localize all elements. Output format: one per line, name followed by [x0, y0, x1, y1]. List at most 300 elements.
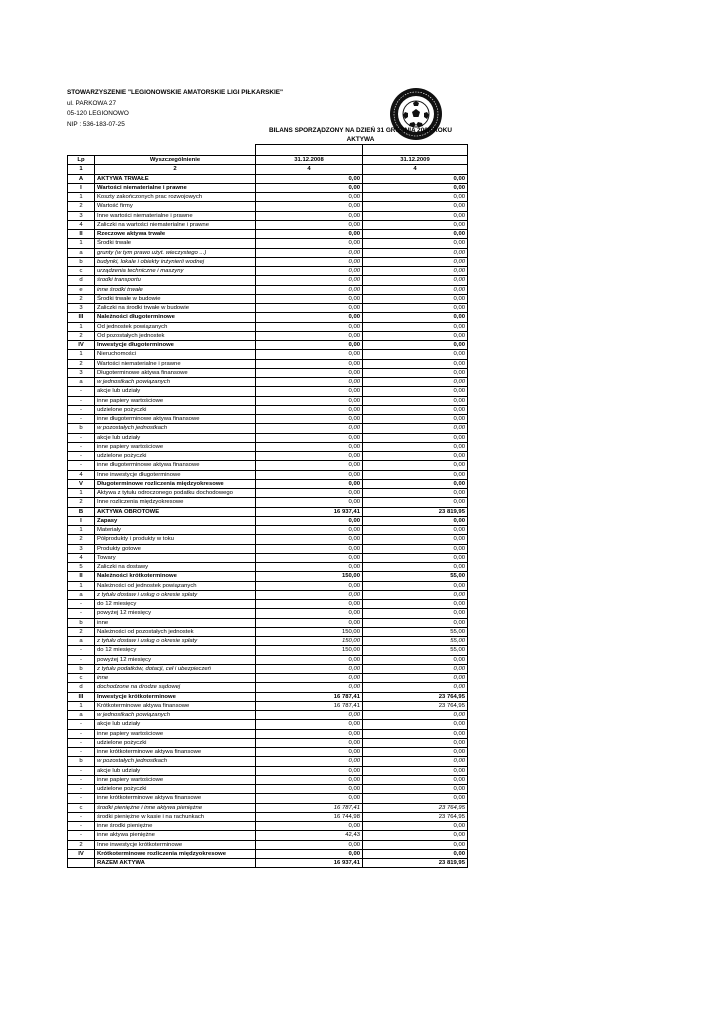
row-lp: III: [68, 692, 95, 701]
row-lp: 5: [68, 563, 95, 572]
row-description: Od jednostek powiązanych: [95, 322, 256, 331]
table-row: [68, 452, 468, 461]
row-lp: 2: [68, 627, 95, 636]
row-value-2009: 0,00: [363, 322, 468, 331]
row-description: w pozostałych jednostkach: [95, 424, 256, 433]
row-description: Wartości niematerialne i prawne: [95, 359, 256, 368]
row-lp: -: [68, 748, 95, 757]
row-lp: -: [68, 405, 95, 414]
row-value-2009: 0,00: [363, 285, 468, 294]
row-lp: -: [68, 822, 95, 831]
row-value-2009: 0,00: [363, 183, 468, 192]
table-row: [68, 775, 468, 784]
row-value-2008: 0,00: [256, 674, 363, 683]
row-description: Od pozostałych jednostek: [95, 331, 256, 340]
row-description: Inne rozliczenia międzyokresowe: [95, 498, 256, 507]
row-value-2008: 0,00: [256, 257, 363, 266]
table-row: [68, 350, 468, 359]
row-lp: c: [68, 674, 95, 683]
row-value-2009: 0,00: [363, 748, 468, 757]
row-description: w jednostkach powiązanych: [95, 378, 256, 387]
table-row: [68, 479, 468, 488]
row-value-2009: 23 819,95: [363, 507, 468, 516]
row-value-2009: 0,00: [363, 387, 468, 396]
row-description: Krótkoterminowe aktywa finansowe: [95, 701, 256, 710]
row-value-2009: 0,00: [363, 849, 468, 858]
table-row: [68, 267, 468, 276]
row-description: akcje lub udziały: [95, 387, 256, 396]
row-value-2008: 0,00: [256, 535, 363, 544]
row-description: inne papiery wartościowe: [95, 442, 256, 451]
row-description: Materiały: [95, 526, 256, 535]
table-row: [68, 220, 468, 229]
column-number: 2: [95, 165, 256, 174]
table-row: [68, 526, 468, 535]
table-row: [68, 387, 468, 396]
row-lp: a: [68, 378, 95, 387]
table-row: [68, 405, 468, 414]
table-row: [68, 720, 468, 729]
table-row: [68, 563, 468, 572]
company-header: [67, 88, 283, 130]
table-row: [68, 572, 468, 581]
row-lp: c: [68, 803, 95, 812]
row-lp: d: [68, 276, 95, 285]
row-value-2008: 150,00: [256, 646, 363, 655]
table-row: [68, 331, 468, 340]
row-value-2009: 0,00: [363, 711, 468, 720]
row-description: Długoterminowe aktywa finansowe: [95, 368, 256, 377]
row-lp: 1: [68, 489, 95, 498]
row-value-2009: 23 764,95: [363, 701, 468, 710]
row-description: inne długoterminowe aktywa finansowe: [95, 461, 256, 470]
row-value-2008: 0,00: [256, 424, 363, 433]
row-value-2009: 0,00: [363, 498, 468, 507]
row-value-2008: 42,43: [256, 831, 363, 840]
row-lp: [68, 859, 95, 868]
row-value-2008: 0,00: [256, 553, 363, 562]
row-description: Aktywa z tytułu odroczonego podatku dochodowego: [95, 489, 256, 498]
row-description: w jednostkach powiązanych: [95, 711, 256, 720]
row-lp: II: [68, 572, 95, 581]
row-description: Inne inwestycje długoterminowe: [95, 470, 256, 479]
row-lp: 3: [68, 368, 95, 377]
row-value-2008: 0,00: [256, 433, 363, 442]
row-lp: 2: [68, 331, 95, 340]
table-row: [68, 794, 468, 803]
row-value-2008: 0,00: [256, 840, 363, 849]
row-lp: -: [68, 720, 95, 729]
row-description: inne papiery wartościowe: [95, 396, 256, 405]
row-lp: -: [68, 655, 95, 664]
table-row: [68, 803, 468, 812]
column-number: 1: [68, 165, 95, 174]
row-value-2009: 0,00: [363, 396, 468, 405]
row-description: Zaliczki na środki trwałe w budowie: [95, 304, 256, 313]
row-value-2008: 0,00: [256, 294, 363, 303]
table-row: [68, 859, 468, 868]
table-row: [68, 590, 468, 599]
table-row: [68, 701, 468, 710]
row-description: Należności długoterminowe: [95, 313, 256, 322]
row-description: akcje lub udziały: [95, 766, 256, 775]
row-lp: -: [68, 452, 95, 461]
table-row: [68, 202, 468, 211]
table-row: [68, 322, 468, 331]
row-description: udzielone pożyczki: [95, 452, 256, 461]
row-lp: 3: [68, 544, 95, 553]
row-value-2009: 0,00: [363, 248, 468, 257]
row-value-2009: 0,00: [363, 535, 468, 544]
balance-sheet-table: [67, 144, 468, 868]
row-lp: B: [68, 507, 95, 516]
row-lp: a: [68, 637, 95, 646]
row-lp: 2: [68, 294, 95, 303]
row-value-2008: 16 787,41: [256, 701, 363, 710]
table-row: [68, 822, 468, 831]
row-description: Produkty gotowe: [95, 544, 256, 553]
table-row: [68, 535, 468, 544]
row-value-2008: 0,00: [256, 683, 363, 692]
row-value-2009: 0,00: [363, 526, 468, 535]
table-row: [68, 849, 468, 858]
row-lp: b: [68, 664, 95, 673]
row-lp: -: [68, 831, 95, 840]
row-value-2009: 0,00: [363, 729, 468, 738]
row-lp: 1: [68, 526, 95, 535]
row-value-2009: 0,00: [363, 193, 468, 202]
row-value-2009: 0,00: [363, 674, 468, 683]
row-value-2009: 0,00: [363, 590, 468, 599]
row-description: akcje lub udziały: [95, 720, 256, 729]
row-value-2009: 0,00: [363, 618, 468, 627]
row-description: AKTYWA TRWAŁE: [95, 174, 256, 183]
row-value-2009: 0,00: [363, 341, 468, 350]
row-lp: -: [68, 433, 95, 442]
row-value-2008: 0,00: [256, 590, 363, 599]
table-row: [68, 507, 468, 516]
row-description: inne papiery wartościowe: [95, 775, 256, 784]
row-description: środki pieniężne i inne aktywa pieniężne: [95, 803, 256, 812]
row-lp: -: [68, 442, 95, 451]
row-lp: 1: [68, 581, 95, 590]
row-value-2008: 0,00: [256, 729, 363, 738]
row-value-2008: 0,00: [256, 368, 363, 377]
row-lp: 2: [68, 535, 95, 544]
row-value-2009: 0,00: [363, 664, 468, 673]
row-description: z tytułu podatków, dotacji, ceł i ubezpieczeń: [95, 664, 256, 673]
table-row: [68, 766, 468, 775]
row-value-2009: 0,00: [363, 553, 468, 562]
table-row: [68, 368, 468, 377]
row-description: Środki trwałe w budowie: [95, 294, 256, 303]
row-description: powyżej 12 miesięcy: [95, 609, 256, 618]
row-value-2009: 0,00: [363, 304, 468, 313]
row-value-2008: 150,00: [256, 572, 363, 581]
row-lp: b: [68, 757, 95, 766]
row-value-2008: 0,00: [256, 785, 363, 794]
row-lp: 2: [68, 840, 95, 849]
row-description: budynki, lokale i obiekty inżynierii wodnej: [95, 257, 256, 266]
row-value-2009: 55,00: [363, 627, 468, 636]
row-lp: -: [68, 729, 95, 738]
table-row: [68, 498, 468, 507]
row-value-2009: 0,00: [363, 461, 468, 470]
row-lp: 2: [68, 202, 95, 211]
row-value-2009: 0,00: [363, 479, 468, 488]
row-value-2009: 0,00: [363, 452, 468, 461]
row-lp: e: [68, 285, 95, 294]
table-row: [68, 655, 468, 664]
row-description: Długoterminowe rozliczenia międzyokresowe: [95, 479, 256, 488]
row-lp: A: [68, 174, 95, 183]
row-description: akcje lub udziały: [95, 433, 256, 442]
row-lp: 1: [68, 193, 95, 202]
row-lp: -: [68, 766, 95, 775]
row-value-2009: 0,00: [363, 220, 468, 229]
row-description: udzielone pożyczki: [95, 785, 256, 794]
row-value-2008: 0,00: [256, 276, 363, 285]
row-description: Krótkoterminowe rozliczenia międzyokresowe: [95, 849, 256, 858]
row-description: Zapasy: [95, 516, 256, 525]
table-row: [68, 183, 468, 192]
row-lp: I: [68, 183, 95, 192]
row-value-2008: 0,00: [256, 350, 363, 359]
row-value-2008: 0,00: [256, 775, 363, 784]
row-lp: IV: [68, 341, 95, 350]
row-description: grunty (w tym prawo użyt. wieczystego ...): [95, 248, 256, 257]
row-value-2009: 0,00: [363, 489, 468, 498]
table-row: [68, 757, 468, 766]
row-value-2008: 16 744,98: [256, 812, 363, 821]
row-value-2009: 0,00: [363, 405, 468, 414]
table-row: [68, 637, 468, 646]
table-row: [68, 461, 468, 470]
row-value-2008: 16 787,41: [256, 803, 363, 812]
row-description: udzielone pożyczki: [95, 405, 256, 414]
row-description: Półprodukty i produkty w toku: [95, 535, 256, 544]
row-lp: -: [68, 785, 95, 794]
row-lp: 4: [68, 553, 95, 562]
row-value-2009: 23 764,95: [363, 803, 468, 812]
row-value-2008: 150,00: [256, 627, 363, 636]
row-value-2008: 16 787,41: [256, 692, 363, 701]
row-value-2009: 0,00: [363, 230, 468, 239]
row-value-2008: 0,00: [256, 738, 363, 747]
table-row: [68, 516, 468, 525]
row-lp: -: [68, 794, 95, 803]
table-header-row: [68, 156, 468, 165]
row-description: Inwestycje krótkoterminowe: [95, 692, 256, 701]
row-lp: 1: [68, 350, 95, 359]
row-value-2008: 0,00: [256, 849, 363, 858]
row-lp: V: [68, 479, 95, 488]
row-value-2009: 0,00: [363, 766, 468, 775]
row-description: do 12 miesięcy: [95, 600, 256, 609]
row-value-2009: 0,00: [363, 433, 468, 442]
table-row: [68, 831, 468, 840]
row-value-2009: 0,00: [363, 267, 468, 276]
row-value-2009: 0,00: [363, 424, 468, 433]
row-description: Rzeczowe aktywa trwałe: [95, 230, 256, 239]
row-lp: a: [68, 590, 95, 599]
row-value-2009: 0,00: [363, 359, 468, 368]
row-description: inne: [95, 674, 256, 683]
row-value-2009: 0,00: [363, 600, 468, 609]
table-row: [68, 230, 468, 239]
row-value-2009: 0,00: [363, 202, 468, 211]
table-row: [68, 211, 468, 220]
row-value-2008: 0,00: [256, 452, 363, 461]
row-value-2008: 0,00: [256, 239, 363, 248]
row-lp: 3: [68, 304, 95, 313]
row-value-2008: 0,00: [256, 378, 363, 387]
row-value-2009: 0,00: [363, 294, 468, 303]
row-value-2008: 0,00: [256, 664, 363, 673]
row-lp: 4: [68, 220, 95, 229]
row-description: Zaliczki na dostawy: [95, 563, 256, 572]
row-description: inne środki pieniężne: [95, 822, 256, 831]
row-description: powyżej 12 miesięcy: [95, 655, 256, 664]
table-row: [68, 304, 468, 313]
row-value-2008: 0,00: [256, 544, 363, 553]
row-value-2009: 23 764,95: [363, 692, 468, 701]
row-value-2009: 0,00: [363, 211, 468, 220]
table-row: [68, 313, 468, 322]
row-value-2009: 0,00: [363, 331, 468, 340]
table-row: [68, 294, 468, 303]
row-value-2009: 0,00: [363, 563, 468, 572]
row-value-2008: 0,00: [256, 470, 363, 479]
row-value-2009: 0,00: [363, 470, 468, 479]
table-row: [68, 581, 468, 590]
row-value-2008: 0,00: [256, 359, 363, 368]
row-lp: II: [68, 230, 95, 239]
row-value-2008: 0,00: [256, 331, 363, 340]
row-value-2009: 0,00: [363, 581, 468, 590]
table-row: [68, 470, 468, 479]
city-address: 05-120 LEGIONOWO: [67, 110, 129, 117]
table-row: [68, 174, 468, 183]
row-value-2008: 0,00: [256, 267, 363, 276]
row-lp: -: [68, 415, 95, 424]
row-value-2008: 0,00: [256, 405, 363, 414]
row-value-2008: 0,00: [256, 442, 363, 451]
row-lp: 4: [68, 470, 95, 479]
table-spacer-row: [68, 145, 468, 156]
row-value-2009: 0,00: [363, 822, 468, 831]
row-value-2009: 0,00: [363, 785, 468, 794]
row-lp: -: [68, 600, 95, 609]
row-lp: 2: [68, 359, 95, 368]
row-value-2009: 0,00: [363, 775, 468, 784]
table-row: [68, 424, 468, 433]
row-value-2009: 0,00: [363, 544, 468, 553]
table-row: [68, 627, 468, 636]
row-description: urządzenia techniczne i maszyny: [95, 267, 256, 276]
row-value-2008: 0,00: [256, 396, 363, 405]
row-value-2008: 0,00: [256, 655, 363, 664]
row-description: Zaliczki na wartości niematerialne i prawne: [95, 220, 256, 229]
row-description: inne krótkoterminowe aktywa finansowe: [95, 794, 256, 803]
row-description: inne środki trwałe: [95, 285, 256, 294]
row-value-2009: 0,00: [363, 313, 468, 322]
table-row: [68, 239, 468, 248]
row-description: Inwestycje długoterminowe: [95, 341, 256, 350]
row-value-2008: 0,00: [256, 211, 363, 220]
row-value-2009: 0,00: [363, 840, 468, 849]
row-value-2009: 0,00: [363, 738, 468, 747]
report-subtitle: AKTYWA: [346, 136, 375, 143]
row-value-2008: 0,00: [256, 609, 363, 618]
row-value-2008: 0,00: [256, 711, 363, 720]
row-lp: b: [68, 618, 95, 627]
column-header-2009: 31.12.2009: [363, 156, 468, 165]
row-value-2009: 0,00: [363, 257, 468, 266]
row-value-2009: 0,00: [363, 831, 468, 840]
row-value-2008: 0,00: [256, 461, 363, 470]
row-value-2008: 0,00: [256, 748, 363, 757]
row-value-2009: 0,00: [363, 239, 468, 248]
row-description: do 12 miesięcy: [95, 646, 256, 655]
row-description: Należności krótkoterminowe: [95, 572, 256, 581]
row-value-2009: 23 819,95: [363, 859, 468, 868]
row-value-2009: 0,00: [363, 655, 468, 664]
column-number: 4: [363, 165, 468, 174]
row-lp: d: [68, 683, 95, 692]
row-value-2008: 0,00: [256, 248, 363, 257]
report-title: BILANS SPORZĄDZONY NA DZIEŃ 31 GRUDNIA 2008 ROKU: [269, 127, 452, 134]
row-description: Towary: [95, 553, 256, 562]
row-value-2009: 0,00: [363, 609, 468, 618]
row-lp: -: [68, 646, 95, 655]
row-description: inne aktywa pieniężne: [95, 831, 256, 840]
table-row: [68, 609, 468, 618]
row-value-2008: 0,00: [256, 757, 363, 766]
row-value-2009: 0,00: [363, 350, 468, 359]
row-lp: b: [68, 424, 95, 433]
row-value-2008: 0,00: [256, 581, 363, 590]
column-header-2008: 31.12.2008: [256, 156, 363, 165]
column-header-description: Wyszczególnienie: [95, 156, 256, 165]
row-value-2008: 0,00: [256, 618, 363, 627]
table-row: [68, 415, 468, 424]
table-row: [68, 674, 468, 683]
row-lp: IV: [68, 849, 95, 858]
row-description: Inne inwestycje krótkoterminowe: [95, 840, 256, 849]
row-value-2009: 0,00: [363, 720, 468, 729]
table-row: [68, 442, 468, 451]
row-value-2008: 0,00: [256, 822, 363, 831]
table-row: [68, 812, 468, 821]
row-description: dochodzone na drodze sądowej: [95, 683, 256, 692]
row-lp: a: [68, 248, 95, 257]
table-row: [68, 544, 468, 553]
table-row: [68, 618, 468, 627]
table-row: [68, 378, 468, 387]
row-value-2009: 0,00: [363, 442, 468, 451]
row-description: w pozostałych jednostkach: [95, 757, 256, 766]
table-row: [68, 359, 468, 368]
row-value-2008: 0,00: [256, 526, 363, 535]
table-row: [68, 748, 468, 757]
row-value-2008: 150,00: [256, 637, 363, 646]
row-description: Koszty zakończonych prac rozwojowych: [95, 193, 256, 202]
row-value-2009: 55,00: [363, 646, 468, 655]
row-value-2008: 0,00: [256, 230, 363, 239]
table-row: [68, 433, 468, 442]
row-lp: 1: [68, 701, 95, 710]
